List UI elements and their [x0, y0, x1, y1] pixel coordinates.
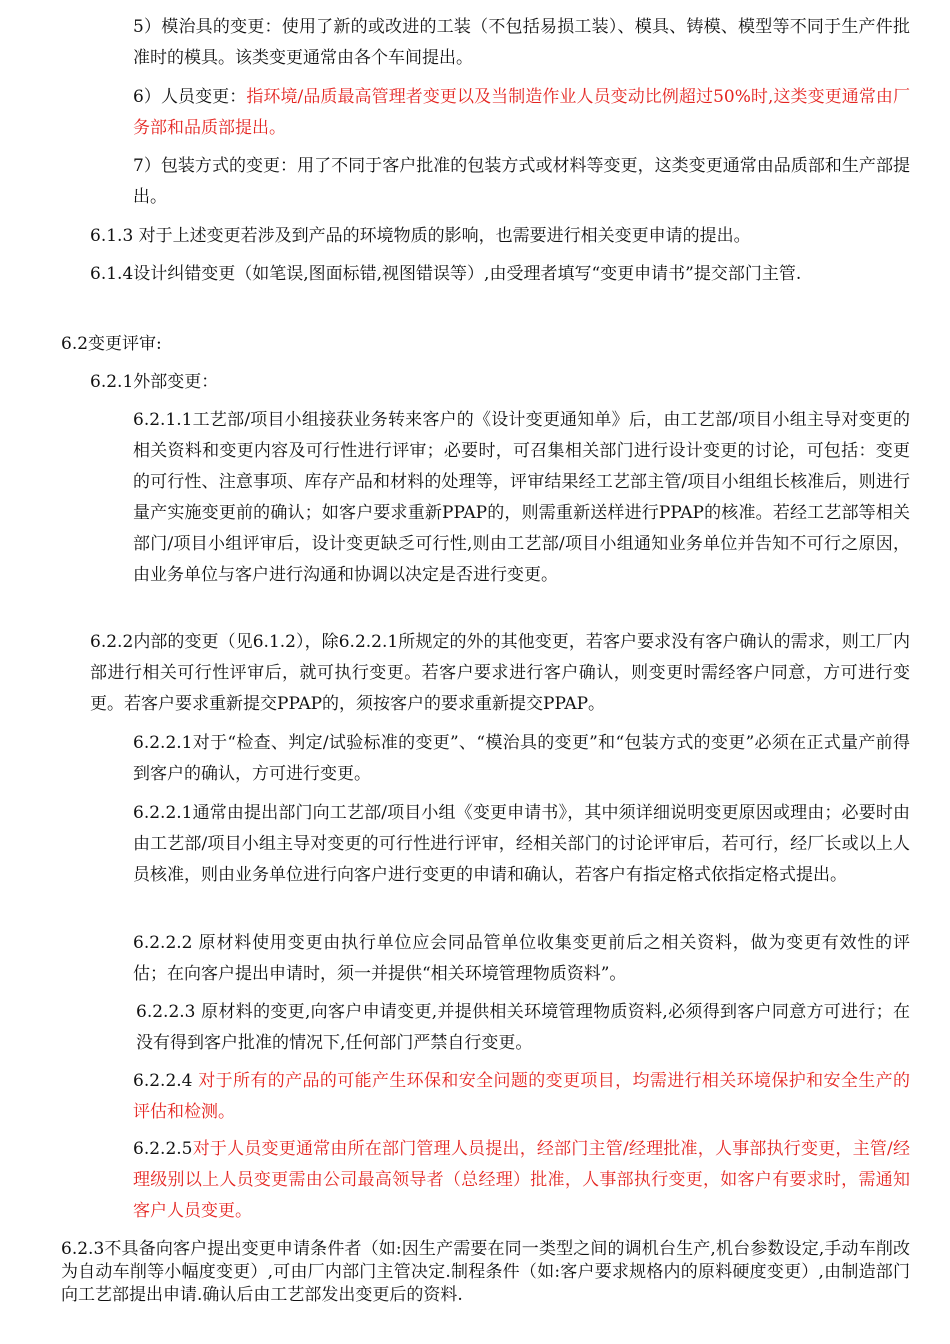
clause-6-2-2-5 [133, 1134, 910, 1227]
clause-6-2-3: 6.2.3不具备向客户提出变更申请条件者（如:因生产需要在同一类型之间的调机台生产,机台参数设定,手动车削改为自动车削等小幅度变更）,可由厂内部门主管决定.制程条件（如:客户要求规格内的原料硬度变更）,由制造部门向工艺部提出申请.确认后由工艺部发出变更后的资料. [61, 1239, 910, 1305]
clause-6-personnel-change [133, 82, 910, 144]
clause-6-highlight: 指环境/品质最高管理者变更以及当制造作业人员变动比例超过50%时,这类变更通常由厂务部和品质部提出。 [133, 87, 910, 138]
clause-6-2-1-1: 6.2.1.1工艺部/项目小组接获业务转来客户的《设计变更通知单》后，由工艺部/项目小组主导对变更的相关资料和变更内容及可行性进行评审；必要时，可召集相关部门进行设计变更的讨论，可包括：变更的可行性、注意事项、库存产品和材料的处理等，评审结果经工艺部主管/项目小组组长核准后，则进行量产实施变更前的确认；如客户要求重新PPAP的，则需重新送样进行PPAP的核准。若经工艺部等相关部门/项目小组评审后，设计变更缺乏可行性,则由工艺部/项目小组通知业务单位并告知不可行之原因，由业务单位与客户进行沟通和协调以决定是否进行变更。 [133, 410, 910, 585]
clause-6-2-2-4-prefix: 6.2.2.4 [133, 1071, 199, 1091]
clause-6-2-2-4 [133, 1066, 910, 1128]
clause-6-2-2-1-application-procedure: 6.2.2.1通常由提出部门向工艺部/项目小组《变更申请书》，其中须详细说明变更原因或理由；必要时由由工艺部/项目小组主导对变更的可行性进行评审，经相关部门的讨论评审后，若可行，经厂长或以上人员核准，则由业务单位进行向客户进行变更的申请和确认，若客户有指定格式依指定格式提出。 [133, 803, 910, 885]
clause-6-prefix: 6）人员变更： [133, 87, 247, 107]
section-6-2-heading: 6.2变更评审: [61, 334, 162, 354]
section-6-2-1-heading: 6.2.1外部变更： [90, 372, 219, 392]
clause-6-2-2-5-prefix: 6.2.2.5 [133, 1139, 193, 1159]
clause-6-1-4: 6.1.4设计纠错变更（如笔误,图面标错,视图错误等）,由受理者填写“变更申请书”提交部门主管. [90, 264, 802, 284]
clause-6-2-2-2: 6.2.2.2 原材料使用变更由执行单位应会同品管单位收集变更前后之相关资料，做为变更有效性的评估；在向客户提出申请时，须一并提供“相关环境管理物质资料”。 [133, 933, 910, 984]
clause-6-1-3: 6.1.3 对于上述变更若涉及到产品的环境物质的影响，也需要进行相关变更申请的提出。 [90, 226, 751, 246]
clause-5-tooling-change: 5）模治具的变更：使用了新的或改进的工装（不包括易损工装）、模具、铸模、模型等不同于生产件批准时的模具。该类变更通常由各个车间提出。 [133, 17, 910, 68]
clause-6-2-2-1-customer-confirmation: 6.2.2.1对于“检查、判定/试验标准的变更”、“模治具的变更”和“包装方式的变更”必须在正式量产前得到客户的确认，方可进行变更。 [133, 733, 910, 784]
clause-6-2-2-4-highlight: 对于所有的产品的可能产生环保和安全问题的变更项目，均需进行相关环境保护和安全生产的评估和检测。 [133, 1071, 910, 1122]
clause-6-2-2-3: 6.2.2.3 原材料的变更,向客户申请变更,并提供相关环境管理物质资料,必须得到客户同意方可进行；在没有得到客户批准的情况下,任何部门严禁自行变更。 [136, 1002, 910, 1053]
clause-7-packaging-change: 7）包装方式的变更：用了不同于客户批准的包装方式或材料等变更，这类变更通常由品质部和生产部提出。 [133, 156, 910, 207]
clause-6-2-2-5-highlight: 对于人员变更通常由所在部门管理人员提出，经部门主管/经理批准，人事部执行变更，主管/经理级别以上人员变更需由公司最高领导者（总经理）批准，人事部执行变更，如客户有要求时，需通知客户人员变更。 [133, 1139, 910, 1221]
clause-6-2-2: 6.2.2内部的变更（见6.1.2），除6.2.2.1所规定的外的其他变更，若客户要求没有客户确认的需求，则工厂内部进行相关可行性评审后，就可执行变更。若客户要求进行客户确认，则变更时需经客户同意，方可进行变更。若客户要求重新提交PPAP的，须按客户的要求重新提交PPAP。 [90, 632, 910, 714]
